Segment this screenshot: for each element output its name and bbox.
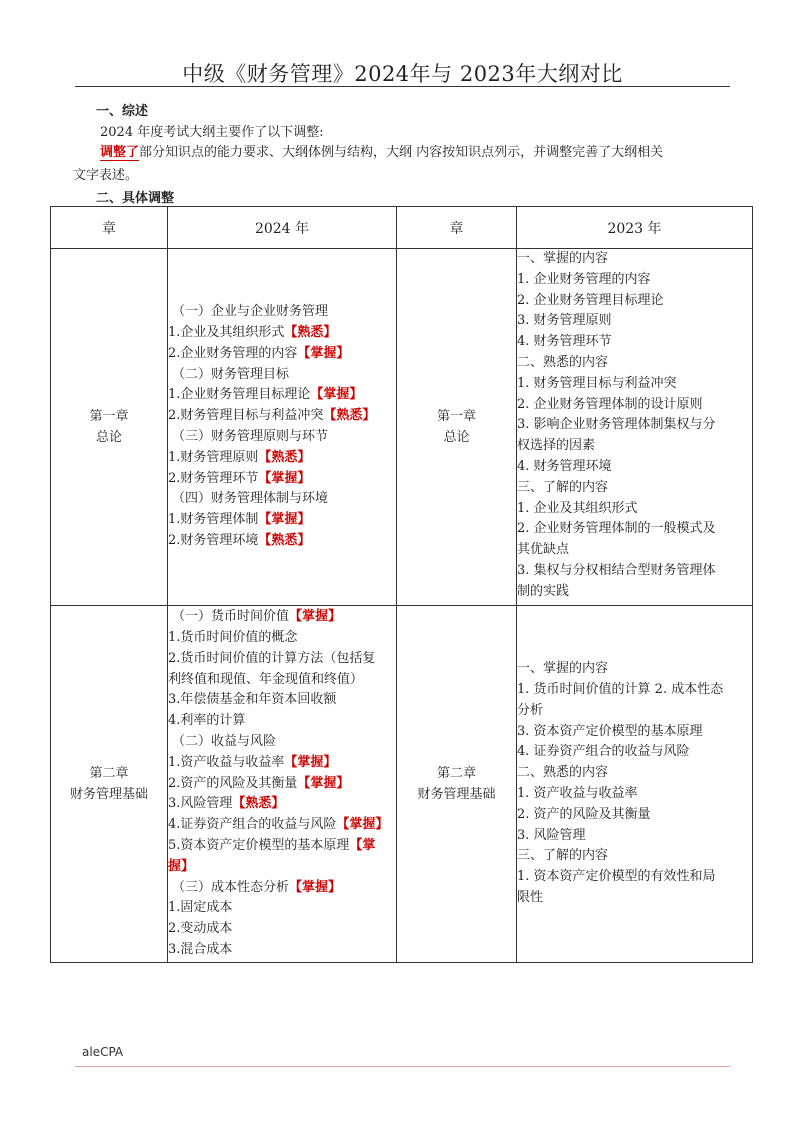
chapter-number: 第一章 bbox=[436, 409, 476, 424]
list-item: 二、熟悉的内容 bbox=[517, 354, 609, 370]
list-item bbox=[168, 302, 396, 323]
list-item: 1. 货币时间价值的计算 2. 成本性态 bbox=[517, 682, 724, 698]
footer-rule bbox=[75, 1066, 730, 1067]
list-item: 一、掌握的内容 bbox=[517, 661, 609, 677]
level-tag: 【熟悉】 bbox=[258, 449, 311, 465]
item-text: 利终值和现值、年金现值和终值） bbox=[168, 671, 364, 687]
item-text: 2.资产的风险及其衡量 bbox=[168, 775, 298, 791]
list-item bbox=[168, 857, 396, 878]
item-text: 4.证券资产组合的收益与风险 bbox=[168, 817, 337, 833]
list-item: 一、掌握的内容 bbox=[517, 251, 609, 266]
list-item: 其优缺点 bbox=[517, 542, 570, 558]
item-text: 2.变动成本 bbox=[168, 921, 233, 937]
list-item bbox=[168, 711, 396, 732]
item-text: 5.资本资产定价模型的基本原理 bbox=[168, 837, 350, 853]
item-text: （二）财务管理目标 bbox=[172, 366, 290, 382]
comparison-table bbox=[50, 206, 753, 963]
chapter-cell-2024 bbox=[51, 249, 168, 606]
item-text: 1.固定成本 bbox=[168, 900, 233, 916]
table-header-row bbox=[51, 207, 753, 249]
list-item bbox=[168, 531, 396, 552]
intro-red-highlight: 调整了 bbox=[100, 145, 140, 160]
list-item bbox=[168, 815, 396, 836]
list-item: 1. 企业财务管理的内容 bbox=[517, 271, 651, 287]
list-item bbox=[168, 794, 396, 815]
list-item: 1. 资产收益与收益率 bbox=[517, 786, 638, 801]
list-item: 3. 集权与分权相结合型财务管理体 bbox=[517, 562, 716, 578]
level-tag: 【掌 bbox=[349, 837, 376, 853]
list-item: 三、了解的内容 bbox=[517, 848, 609, 864]
chapter-cell-2023 bbox=[397, 606, 517, 963]
list-item bbox=[168, 836, 396, 857]
title-underline bbox=[75, 86, 730, 87]
level-tag: 【掌握】 bbox=[284, 754, 337, 770]
item-text: （一）货币时间价值 bbox=[172, 609, 290, 625]
chapter-cell-2024 bbox=[51, 606, 168, 963]
item-text: 3.年偿债基金和年资本回收额 bbox=[168, 692, 337, 708]
level-tag: 握】 bbox=[168, 858, 195, 874]
header-chapter-2024: 章 bbox=[51, 207, 168, 249]
list-item: 3. 资本资产定价模型的基本原理 bbox=[517, 723, 703, 739]
item-text: （三）成本性态分析 bbox=[172, 879, 290, 895]
list-item: 1. 资本资产定价模型的有效性和局 bbox=[517, 869, 716, 885]
list-item bbox=[168, 510, 396, 531]
list-item: 3. 财务管理原则 bbox=[517, 313, 612, 329]
level-tag: 【掌握】 bbox=[297, 345, 350, 361]
list-item: 制的实践 bbox=[517, 583, 570, 599]
item-text: 2.财务管理环境 bbox=[168, 532, 259, 548]
item-text: （三）财务管理原则与环节 bbox=[172, 429, 329, 444]
list-item bbox=[168, 732, 396, 753]
intro-line-2 bbox=[100, 141, 663, 160]
list-item bbox=[168, 448, 396, 469]
intro-line-1: 2024 年度考试大纲主要作了以下调整: bbox=[100, 125, 324, 140]
chapter-cell-2023 bbox=[397, 249, 517, 606]
list-item bbox=[168, 628, 396, 649]
level-tag: 【掌握】 bbox=[336, 817, 389, 833]
level-tag: 【掌握】 bbox=[258, 470, 311, 486]
list-item bbox=[168, 607, 396, 628]
level-tag: 【掌握】 bbox=[289, 879, 342, 895]
list-item bbox=[168, 774, 396, 795]
list-item: 1. 企业及其组织形式 bbox=[517, 500, 638, 516]
level-tag: 【熟悉】 bbox=[232, 796, 285, 812]
list-item bbox=[168, 940, 396, 961]
item-text: 1.财务管理体制 bbox=[168, 512, 259, 528]
list-item bbox=[168, 489, 396, 510]
list-item: 三、了解的内容 bbox=[517, 479, 609, 495]
header-chapter-2023: 章 bbox=[397, 207, 517, 249]
list-item: 分析 bbox=[517, 702, 544, 718]
item-text: 1.企业及其组织形式 bbox=[168, 325, 285, 341]
item-text: 1.企业财务管理目标理论 bbox=[168, 387, 311, 403]
list-item: 2. 企业财务管理体制的设计原则 bbox=[517, 396, 703, 412]
list-item bbox=[168, 898, 396, 919]
list-item: 二、熟悉的内容 bbox=[517, 765, 609, 781]
item-text: 2.货币时间价值的计算方法（包括复 bbox=[168, 650, 376, 666]
level-tag: 【掌握】 bbox=[258, 512, 311, 528]
list-item: 4. 财务管理环境 bbox=[517, 458, 612, 474]
intro-line-3: 文字表述。 bbox=[73, 168, 139, 183]
item-text: 2.财务管理环节 bbox=[168, 470, 259, 486]
list-item bbox=[168, 878, 396, 899]
intro-line-2-rest: 部分知识点的能力要求、大纲体例与结构，大纲 内容按知识点列示，并调整完善了大纲相关 bbox=[139, 145, 664, 160]
level-tag: 【掌握】 bbox=[297, 775, 350, 791]
header-2023: 2023 年 bbox=[517, 207, 753, 249]
header-2024: 2024 年 bbox=[168, 207, 397, 249]
item-text: 1.财务管理原则 bbox=[168, 449, 259, 465]
list-item bbox=[168, 469, 396, 490]
level-tag: 【熟悉】 bbox=[323, 408, 376, 424]
list-item bbox=[168, 753, 396, 774]
list-item: 2. 企业财务管理目标理论 bbox=[517, 292, 664, 308]
chapter-number: 第一章 bbox=[89, 409, 129, 424]
list-item: 4. 财务管理环节 bbox=[517, 334, 612, 350]
item-text: 1.资产收益与收益率 bbox=[168, 754, 285, 770]
item-text: （四）财务管理体制与环境 bbox=[172, 491, 329, 507]
footer-brand: aleCPA bbox=[82, 1045, 124, 1059]
list-item: 2. 资产的风险及其衡量 bbox=[517, 806, 651, 822]
list-item bbox=[168, 323, 396, 344]
level-tag: 【掌握】 bbox=[310, 387, 363, 403]
table-row bbox=[51, 249, 753, 606]
table-row bbox=[51, 606, 753, 963]
chapter-number: 第二章 bbox=[89, 766, 129, 781]
item-text: 1.货币时间价值的概念 bbox=[168, 630, 298, 646]
items-cell-2023 bbox=[517, 606, 753, 963]
list-item bbox=[168, 670, 396, 691]
chapter-title: 财务管理基础 bbox=[417, 787, 496, 802]
item-text: 2.企业财务管理的内容 bbox=[168, 345, 298, 361]
list-item: 限性 bbox=[517, 889, 544, 905]
chapter-title: 总论 bbox=[443, 430, 470, 445]
section-heading-overview: 一、综述 bbox=[96, 104, 149, 119]
list-item: 1. 财务管理目标与利益冲突 bbox=[517, 375, 677, 391]
list-item bbox=[168, 690, 396, 711]
list-item bbox=[168, 919, 396, 940]
list-item: 3. 风险管理 bbox=[517, 827, 586, 843]
level-tag: 【掌握】 bbox=[289, 609, 342, 625]
list-item bbox=[168, 649, 396, 670]
list-item bbox=[168, 385, 396, 406]
item-text: 3.风险管理 bbox=[168, 796, 233, 812]
list-item: 3. 影响企业财务管理体制集权与分 bbox=[517, 417, 716, 433]
items-cell-2024 bbox=[168, 249, 397, 606]
level-tag: 【熟悉】 bbox=[284, 325, 337, 341]
chapter-title: 总论 bbox=[95, 430, 122, 445]
item-text: （二）收益与风险 bbox=[172, 734, 277, 749]
chapter-number: 第二章 bbox=[436, 766, 476, 781]
item-text: （一）企业与企业财务管理 bbox=[172, 304, 329, 320]
list-item bbox=[168, 344, 396, 365]
items-cell-2024 bbox=[168, 606, 397, 963]
level-tag: 【熟悉】 bbox=[258, 532, 311, 548]
chapter-title: 财务管理基础 bbox=[69, 787, 148, 802]
item-text: 3.混合成本 bbox=[168, 941, 233, 957]
item-text: 2.财务管理目标与利益冲突 bbox=[168, 408, 324, 424]
list-item bbox=[168, 427, 396, 448]
list-item: 4. 证券资产组合的收益与风险 bbox=[517, 744, 690, 760]
list-item bbox=[168, 406, 396, 427]
list-item: 权选择的因素 bbox=[517, 438, 596, 454]
list-item bbox=[168, 365, 396, 386]
list-item: 2. 企业财务管理体制的一般模式及 bbox=[517, 521, 716, 537]
item-text: 4.利率的计算 bbox=[168, 713, 246, 729]
items-cell-2023 bbox=[517, 249, 753, 606]
document-title: 中级《财务管理》2024年与 2023年大纲对比 bbox=[182, 62, 623, 86]
section-heading-details: 二、具体调整 bbox=[96, 191, 175, 206]
